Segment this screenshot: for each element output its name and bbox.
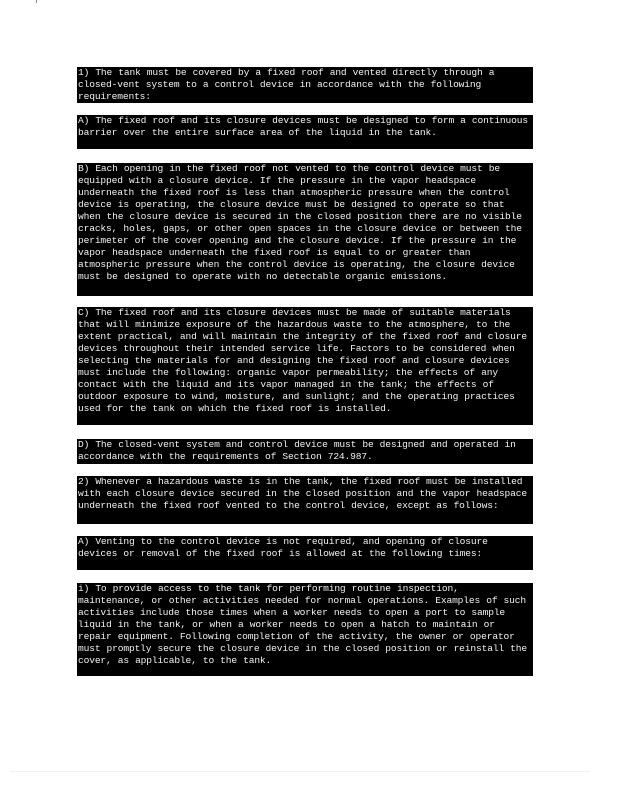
paragraph-1: 1) The tank must be covered by a fixed roof and vented directly through a closed-vent system to a control device in accordance with the following requirements:: [77, 67, 533, 103]
paragraph-1a: A) The fixed roof and its closure devices must be designed to form a continuous barrier over the entire surface area of the liquid in the tank.: [77, 115, 533, 149]
scan-mark: [36, 0, 37, 3]
paragraph-1d: D) The closed-vent system and control device must be designed and operated in accordance with the requirements of Section 724.987.: [77, 439, 533, 464]
paragraph-2: 2) Whenever a hazardous waste is in the tank, the fixed roof must be installed with each closure device secured in the closed position and the vapor headspace underneath the fixed roof vented to the control device, except as follows:: [77, 476, 533, 524]
page-bottom-rule: [10, 771, 590, 772]
paragraph-1c: C) The fixed roof and its closure devices must be made of suitable materials that will minimize exposure of the hazardous waste to the atmosphere, to the extent practical, and will maintain the integrity of the fixed roof and closure devices throughout their intended service life. Factors to be considered when selecting the materials for and designing the fixed roof and closure devices must include the following: organic vapor permeability; the effects of any contact with the liquid and its vapor managed in the tank; the effects of outdoor exposure to wind, moisture, and sunlight; and the operating practices used for the tank on which the fixed roof is installed.: [77, 307, 533, 425]
paragraph-2a-i: i) To provide access to the tank for performing routine inspection, maintenance, or other activities needed for normal operations. Examples of such activities include those times when a worker needs to open a port to sample liquid in the tank, or when a worker needs to open a hatch to maintain or repair equipment. Following completion of the activity, the owner or operator must promptly secure the closure device in the closed position or reinstall the cover, as applicable, to the tank.: [77, 583, 533, 676]
paragraph-1b: B) Each opening in the fixed roof not vented to the control device must be equipped with a closure device. If the pressure in the vapor headspace underneath the fixed roof is less than atmospheric pressure when the control device is operating, the closure device must be designed to operate so that when the closure device is secured in the closed position there are no visible cracks, holes, gaps, or other open spaces in the closure device or between the perimeter of the cover opening and the closure device. If the pressure in the vapor headspace underneath the fixed roof is equal to or greater than atmospheric pressure when the control device is operating, the closure device must be designed to operate with no detectable organic emissions.: [77, 163, 533, 296]
paragraph-2a: A) Venting to the control device is not required, and opening of closure devices or removal of the fixed roof is allowed at the following times:: [77, 536, 533, 570]
